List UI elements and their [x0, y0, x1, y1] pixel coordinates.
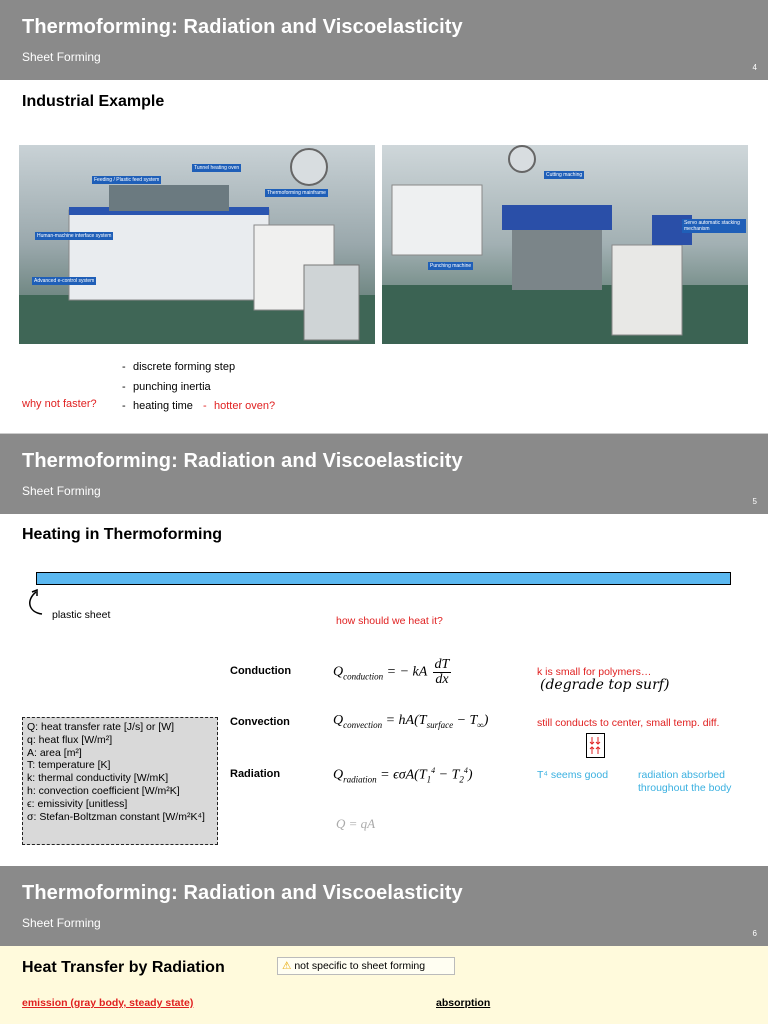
label-feeding: Feeding / Plastic feed system	[94, 177, 160, 183]
label-tunnel-oven: Tunnel heating oven	[194, 165, 240, 171]
equation-flux: Q = qA	[336, 816, 376, 831]
label-cutting: Cutting maching	[546, 172, 583, 178]
slide-header	[0, 434, 768, 514]
legend-item: Q: heat transfer rate [J/s] or [W]	[27, 721, 175, 733]
machine-illustration	[19, 145, 375, 344]
note-convection: still conducts to center, small temp. diff.	[537, 717, 720, 729]
note-radiation-t4: T⁴ seems good	[537, 769, 609, 781]
legend-item: A: area [m²]	[27, 746, 82, 759]
legend-item: σ: Stefan-Boltzman constant [W/m²K⁴]	[27, 810, 205, 823]
absorption-label: absorption	[436, 997, 491, 1009]
label-hmi: Human-machine interface system	[37, 233, 112, 239]
annotation-hotter-oven: hotter oven?	[214, 400, 276, 412]
slide-number: 5	[752, 497, 757, 506]
legend-item: h: convection coefficient [W/m²K]	[27, 784, 180, 797]
note-radiation-body: throughout the body	[638, 782, 732, 794]
slide-4	[0, 0, 768, 433]
slide-subtitle: Sheet Forming	[22, 50, 101, 64]
bullet-item: punching inertia	[133, 381, 211, 393]
warning-icon: ⚠	[282, 960, 292, 972]
slide-header	[0, 866, 768, 946]
slide-title: Thermoforming: Radiation and Viscoelasticity	[22, 450, 463, 472]
section-heading: Heat Transfer by Radiation	[22, 959, 225, 976]
annotation-why-faster: why not faster?	[22, 398, 97, 410]
sheet-label: plastic sheet	[52, 609, 111, 621]
symbol-legend	[22, 717, 218, 845]
legend-item: k: thermal conductivity [W/mK]	[27, 772, 169, 785]
annotation-dash: -	[203, 400, 207, 412]
bullet-item: discrete forming step	[133, 361, 236, 373]
label-e-control: Advanced e-control system	[34, 278, 95, 284]
machine-photo-right	[382, 145, 748, 344]
section-heading: Heating in Thermoforming	[22, 526, 222, 543]
slide-subtitle: Sheet Forming	[22, 916, 101, 930]
question-heat: how should we heat it?	[336, 615, 443, 627]
plastic-sheet-bar	[36, 572, 731, 585]
bullet-dash: -	[122, 400, 126, 412]
slide-5	[0, 434, 768, 866]
legend-item: ϵ: emissivity [unitless]	[27, 797, 128, 810]
warning-box	[277, 957, 455, 975]
label-punching: Punching machine	[430, 263, 472, 269]
equation-conduction: $Q_{conduction}$ = − kA $\frac{dT}{dx}$	[333, 657, 450, 687]
legend-item: T: temperature [K]	[27, 759, 111, 772]
equation-radiation: $Q_{radiation} = \epsilon\sigma A(T_1^4 - T_2^4)$	[333, 766, 473, 785]
slide-6	[0, 866, 768, 1024]
legend-item: q: heat flux [W/m²]	[27, 733, 113, 746]
label-mainframe: Thermoforming mainframe	[267, 190, 326, 196]
note-conduction-handwritten: (degrade top surf)	[540, 677, 670, 693]
curved-arrow-icon	[24, 588, 48, 618]
bullet-dash: -	[122, 381, 126, 393]
note-conduction: k is small for polymers…	[537, 666, 652, 678]
machine-photo-left	[19, 145, 375, 344]
equation-convection: $Q_{convection} = hA(T_{surface} - T_\infty)$	[333, 713, 489, 730]
slide-title: Thermoforming: Radiation and Viscoelasticity	[22, 16, 463, 38]
note-radiation-absorbed: radiation absorbed	[638, 769, 725, 781]
warning-text: not specific to sheet forming	[294, 960, 426, 972]
mode-conduction: Conduction	[230, 665, 292, 677]
label-stacking: Servo automatic stacking mechanism	[682, 219, 746, 233]
emission-label: emission (gray body, steady state)	[22, 997, 194, 1009]
slide-header	[0, 0, 768, 80]
section-heading: Industrial Example	[22, 93, 165, 110]
slide-number: 4	[752, 63, 757, 72]
slide-subtitle: Sheet Forming	[22, 484, 101, 498]
mode-radiation: Radiation	[230, 768, 281, 780]
mode-convection: Convection	[230, 716, 290, 728]
heat-arrows-icon	[586, 733, 606, 759]
bullet-dash: -	[122, 361, 126, 373]
slide-number: 6	[752, 929, 757, 938]
slide-title: Thermoforming: Radiation and Viscoelasticity	[22, 882, 463, 904]
bullet-item: heating time	[133, 400, 193, 412]
